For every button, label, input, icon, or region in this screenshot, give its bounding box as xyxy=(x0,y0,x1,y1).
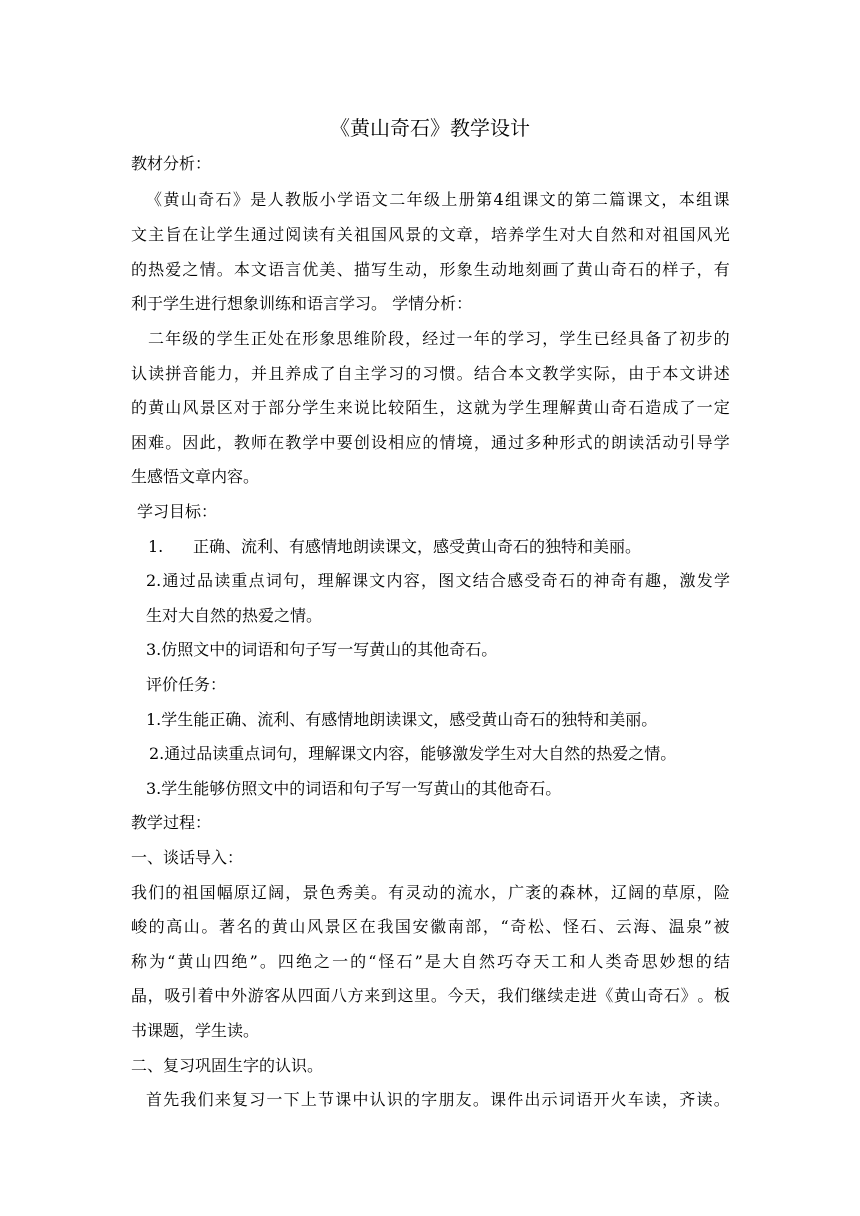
students-line-4: 困 难 。 因 此 ， 教 师 在 教 学 中 要 创 设 相 应 的 情 境 ， 通 过 多 种 形 式 的 朗 读 活 动 引 导 学 xyxy=(131,433,730,452)
goal-3: 3.仿照文中的词语和句子写一写黄山的其他奇石。 xyxy=(146,640,498,659)
section-1-line-3: 称 为 “ 黄 山 四 绝 ” 。 四 绝 之 一 的 “ 怪 石 ” 是 大 自 然 巧 夺 天 工 和 人 类 奇 思 妙 想 的 结 xyxy=(131,952,730,971)
goals-heading: 学习目标： xyxy=(137,502,218,521)
goal-2-line-1: 2. 通 过 品 读 重 点 词 句 ， 理 解 课 文 内 容 ， 图 文 结 合 感 受 奇 石 的 神 奇 有 趣 ， 激 发 学 xyxy=(146,571,730,590)
material-heading: 教材分析： xyxy=(131,154,212,173)
evaluation-3: 3.学生能够仿照文中的词语和句子写一写黄山的其他奇石。 xyxy=(146,779,562,798)
students-line-1: 二 年 级 的 学 生 正 处 在 形 象 思 维 阶 段 ， 经 过 一 年 的 学 习 ， 学 生 已 经 具 备 了 初 步 的 xyxy=(148,329,730,348)
material-line-4: 利于学生进行想象训练和语言学习。 学情分析： xyxy=(131,294,473,313)
section-1-line-5: 书课题，学生读。 xyxy=(131,1021,260,1040)
evaluation-heading: 评价任务： xyxy=(146,675,227,694)
goal-1-number: 1. xyxy=(148,537,164,556)
material-line-1: 《 黄 山 奇 石 》 是 人 教 版 小 学 语 文 二 年 级 上 册 第 4 组 课 文 的 第 二 篇 课 文 ， 本 组 课 xyxy=(146,190,730,209)
section-1-line-2: 峻 的 高 山 。 著 名 的 黄 山 风 景 区 在 我 国 安 徽 南 部 ， “ 奇 松 、 怪 石 、 云 海 、 温 泉 ” 被 xyxy=(131,917,730,936)
goal-2-line-2: 生对大自然的热爱之情。 xyxy=(146,606,323,625)
document-title: 《黄山奇石》教学设计 xyxy=(330,116,530,140)
students-line-2: 认 读 拼 音 能 力 ， 并 且 养 成 了 自 主 学 习 的 习 惯 。 结 合 本 文 教 学 实 际 ， 由 于 本 文 讲 述 xyxy=(131,364,730,383)
evaluation-1: 1.学生能正确、流利、有感情地朗读课文，感受黄山奇石的独特和美丽。 xyxy=(146,710,658,729)
section-2-line-1: 首 先 我 们 来 复 习 一 下 上 节 课 中 认 识 的 字 朋 友 。 课 件 出 示 词 语 开 火 车 读 ， 齐 读 。 xyxy=(146,1090,730,1109)
section-1-heading: 一、谈话导入： xyxy=(131,848,244,867)
goal-1-text: 正确、流利、有感情地朗读课文，感受黄山奇石的独特和美丽。 xyxy=(193,537,642,556)
section-2-heading: 二、复习巩固生字的认识。 xyxy=(131,1056,324,1075)
material-line-2: 文 主 旨 在 让 学 生 通 过 阅 读 有 关 祖 国 风 景 的 文 章 ， 培 养 学 生 对 大 自 然 和 对 祖 国 风 光 xyxy=(131,225,730,244)
section-1-line-4: 晶 ， 吸 引 着 中 外 游 客 从 四 面 八 方 来 到 这 里 。 今 天 ， 我 们 继 续 走 进 《 黄 山 奇 石 》 。 板 xyxy=(131,986,730,1005)
students-line-5: 生感悟文章内容。 xyxy=(131,467,260,486)
material-line-3: 的 热 爱 之 情 。 本 文 语 言 优 美 、 描 写 生 动 ， 形 象 生 动 地 刻 画 了 黄 山 奇 石 的 样 子 ， 有 xyxy=(131,260,730,279)
students-line-3: 的 黄 山 风 景 区 对 于 部 分 学 生 来 说 比 较 陌 生 ， 这 就 为 学 生 理 解 黄 山 奇 石 造 成 了 一 定 xyxy=(131,398,730,417)
evaluation-2: 2.通过品读重点词句，理解课文内容，能够激发学生对大自然的热爱之情。 xyxy=(149,744,677,763)
section-1-line-1: 我 们 的 祖 国 幅 原 辽 阔 ， 景 色 秀 美 。 有 灵 动 的 流 水 ， 广 袤 的 森 林 ， 辽 阔 的 草 原 ， 险 xyxy=(131,883,730,902)
process-heading: 教学过程： xyxy=(131,813,212,832)
